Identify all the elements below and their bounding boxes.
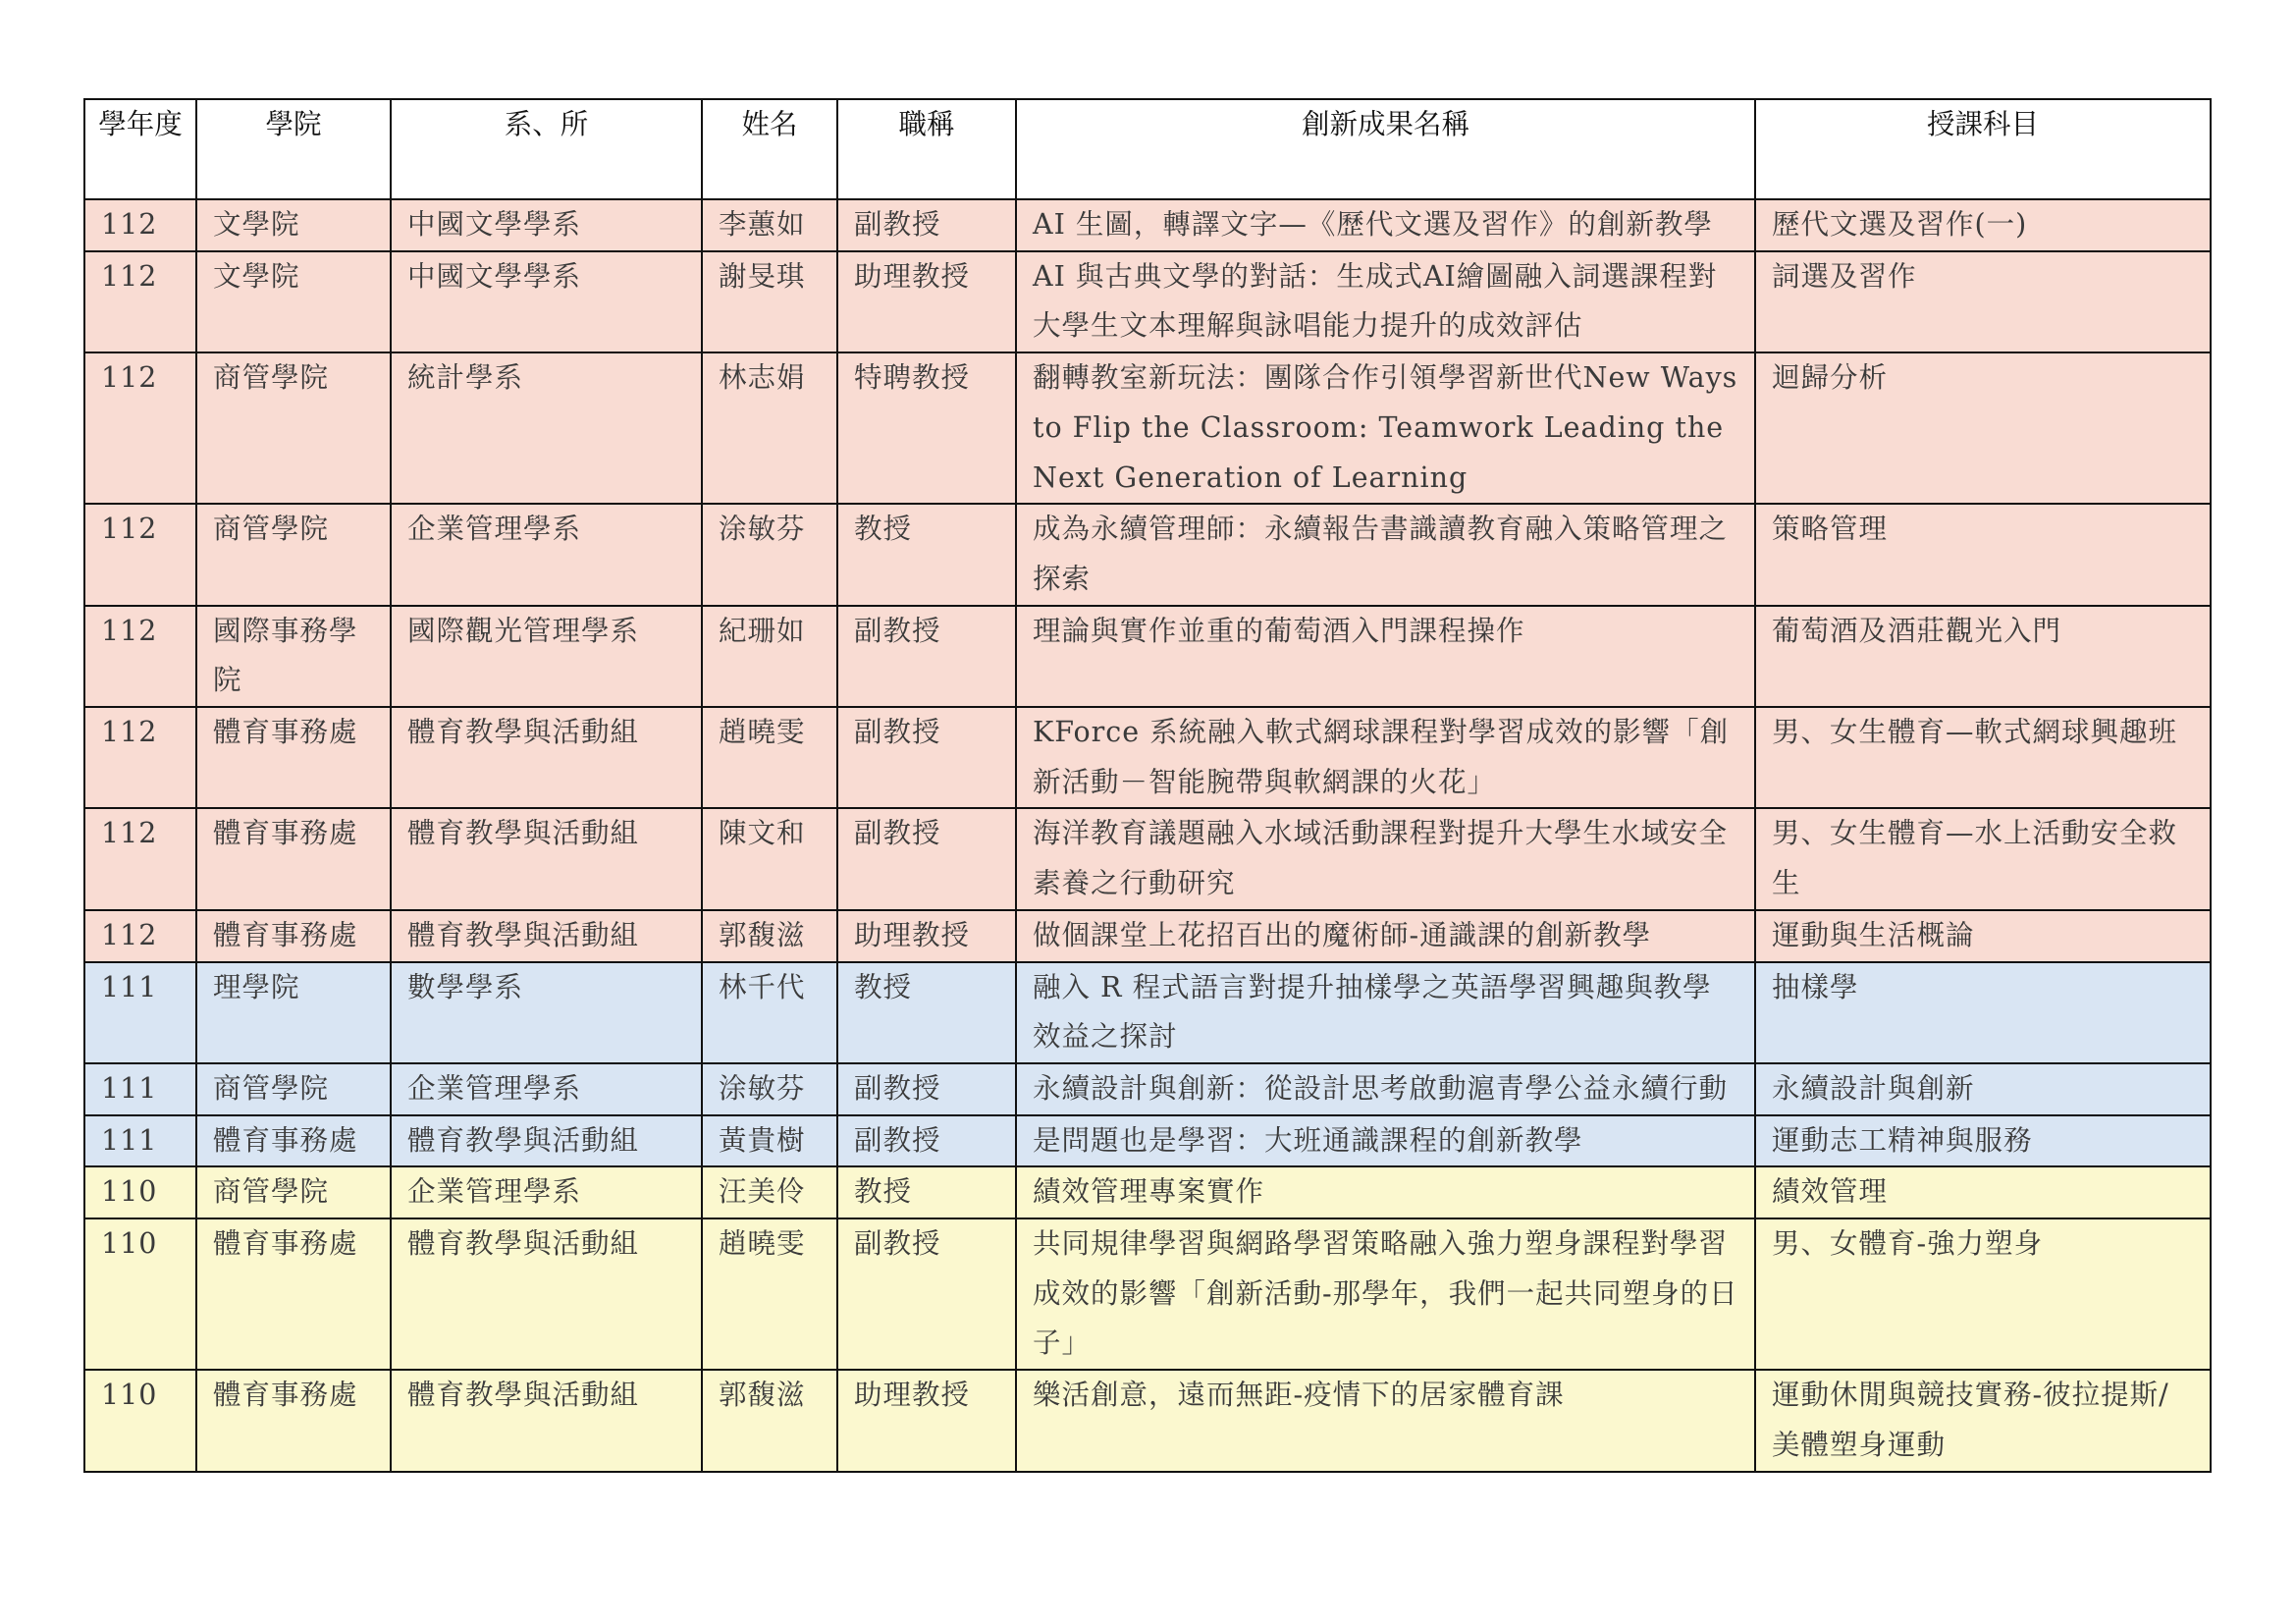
table-row [84, 251, 2211, 352]
header-row [84, 99, 2211, 199]
cell-department: 數學學系 [391, 962, 702, 1063]
header-name: 姓名 [702, 99, 837, 199]
cell-name: 郭馥滋 [702, 1370, 837, 1471]
table-row [84, 504, 2211, 605]
cell-department: 體育教學與活動組 [391, 808, 702, 909]
header-title: 職稱 [837, 99, 1016, 199]
cell-course: 歷代文選及習作(一) [1755, 199, 2211, 251]
cell-name: 陳文和 [702, 808, 837, 909]
cell-department: 企業管理學系 [391, 1166, 702, 1218]
cell-department: 企業管理學系 [391, 504, 702, 605]
cell-name: 林千代 [702, 962, 837, 1063]
cell-department: 中國文學學系 [391, 251, 702, 352]
cell-achievement: 永續設計與創新：從設計思考啟動滬青學公益永續行動 [1016, 1063, 1755, 1115]
cell-academic-year: 111 [84, 1063, 196, 1115]
cell-college: 理學院 [196, 962, 391, 1063]
cell-college: 體育事務處 [196, 910, 391, 962]
cell-course: 策略管理 [1755, 504, 2211, 605]
cell-college: 國際事務學院 [196, 606, 391, 707]
cell-department: 體育教學與活動組 [391, 1370, 702, 1471]
cell-course: 迴歸分析 [1755, 352, 2211, 504]
header-academic-year: 學年度 [84, 99, 196, 199]
cell-college: 文學院 [196, 199, 391, 251]
cell-achievement: 共同規律學習與網路學習策略融入強力塑身課程對學習成效的影響「創新活動-那學年，我們一起共同塑身的日子」 [1016, 1218, 1755, 1370]
cell-department: 統計學系 [391, 352, 702, 504]
cell-department: 體育教學與活動組 [391, 1218, 702, 1370]
cell-academic-year: 112 [84, 808, 196, 909]
header-college: 學院 [196, 99, 391, 199]
cell-course: 績效管理 [1755, 1166, 2211, 1218]
cell-name: 黃貴樹 [702, 1115, 837, 1167]
cell-academic-year: 110 [84, 1166, 196, 1218]
cell-academic-year: 110 [84, 1218, 196, 1370]
cell-course: 永續設計與創新 [1755, 1063, 2211, 1115]
cell-department: 體育教學與活動組 [391, 707, 702, 808]
cell-achievement: 海洋教育議題融入水域活動課程對提升大學生水域安全素養之行動研究 [1016, 808, 1755, 909]
cell-title: 助理教授 [837, 1370, 1016, 1471]
cell-department: 體育教學與活動組 [391, 1115, 702, 1167]
cell-college: 體育事務處 [196, 808, 391, 909]
cell-course: 男、女生體育—軟式網球興趣班 [1755, 707, 2211, 808]
cell-course: 運動與生活概論 [1755, 910, 2211, 962]
cell-title: 助理教授 [837, 910, 1016, 962]
cell-title: 副教授 [837, 808, 1016, 909]
cell-academic-year: 112 [84, 251, 196, 352]
cell-achievement: 做個課堂上花招百出的魔術師-通識課的創新教學 [1016, 910, 1755, 962]
cell-course: 抽樣學 [1755, 962, 2211, 1063]
cell-department: 體育教學與活動組 [391, 910, 702, 962]
cell-course: 詞選及習作 [1755, 251, 2211, 352]
cell-title: 副教授 [837, 1218, 1016, 1370]
cell-title: 教授 [837, 1166, 1016, 1218]
cell-title: 副教授 [837, 1115, 1016, 1167]
cell-name: 紀珊如 [702, 606, 837, 707]
cell-achievement: KForce 系統融入軟式網球課程對學習成效的影響「創新活動－智能腕帶與軟網課的火花」 [1016, 707, 1755, 808]
cell-academic-year: 112 [84, 606, 196, 707]
cell-department: 企業管理學系 [391, 1063, 702, 1115]
cell-course: 葡萄酒及酒莊觀光入門 [1755, 606, 2211, 707]
cell-college: 商管學院 [196, 1166, 391, 1218]
cell-name: 涂敏芬 [702, 1063, 837, 1115]
table-row [84, 1218, 2211, 1370]
cell-achievement: 翻轉教室新玩法：團隊合作引領學習新世代New Ways to Flip the Classroom: Teamwork Leading the Next Generation of Learning [1016, 352, 1755, 504]
cell-title: 教授 [837, 504, 1016, 605]
cell-name: 郭馥滋 [702, 910, 837, 962]
cell-achievement: 是問題也是學習：大班通識課程的創新教學 [1016, 1115, 1755, 1167]
table-row [84, 1370, 2211, 1471]
cell-academic-year: 112 [84, 707, 196, 808]
cell-academic-year: 112 [84, 352, 196, 504]
cell-title: 副教授 [837, 707, 1016, 808]
cell-college: 商管學院 [196, 1063, 391, 1115]
table-row [84, 352, 2211, 504]
cell-name: 謝旻琪 [702, 251, 837, 352]
cell-title: 副教授 [837, 199, 1016, 251]
header-department: 系、所 [391, 99, 702, 199]
cell-course: 運動休閒與競技實務-彼拉提斯/美體塑身運動 [1755, 1370, 2211, 1471]
cell-college: 商管學院 [196, 504, 391, 605]
cell-achievement: 成為永續管理師：永續報告書識讀教育融入策略管理之探索 [1016, 504, 1755, 605]
cell-academic-year: 111 [84, 962, 196, 1063]
cell-name: 趙曉雯 [702, 707, 837, 808]
table-row [84, 606, 2211, 707]
table-row [84, 1166, 2211, 1218]
cell-title: 副教授 [837, 606, 1016, 707]
cell-achievement: 理論與實作並重的葡萄酒入門課程操作 [1016, 606, 1755, 707]
cell-name: 林志娟 [702, 352, 837, 504]
table-row [84, 1115, 2211, 1167]
cell-department: 國際觀光管理學系 [391, 606, 702, 707]
cell-title: 助理教授 [837, 251, 1016, 352]
cell-title: 特聘教授 [837, 352, 1016, 504]
cell-college: 體育事務處 [196, 1370, 391, 1471]
cell-name: 涂敏芬 [702, 504, 837, 605]
innovation-achievements-table [83, 98, 2212, 1473]
header-achievement: 創新成果名稱 [1016, 99, 1755, 199]
cell-academic-year: 111 [84, 1115, 196, 1167]
table-row [84, 707, 2211, 808]
header-course: 授課科目 [1755, 99, 2211, 199]
cell-title: 副教授 [837, 1063, 1016, 1115]
cell-academic-year: 112 [84, 199, 196, 251]
table-row [84, 808, 2211, 909]
cell-course: 運動志工精神與服務 [1755, 1115, 2211, 1167]
cell-college: 體育事務處 [196, 1218, 391, 1370]
cell-achievement: 績效管理專案實作 [1016, 1166, 1755, 1218]
cell-academic-year: 110 [84, 1370, 196, 1471]
table-header [84, 99, 2211, 199]
cell-academic-year: 112 [84, 910, 196, 962]
cell-achievement: 樂活創意，遠而無距-疫情下的居家體育課 [1016, 1370, 1755, 1471]
cell-college: 文學院 [196, 251, 391, 352]
table-body [84, 199, 2211, 1472]
cell-name: 汪美伶 [702, 1166, 837, 1218]
cell-achievement: 融入 R 程式語言對提升抽樣學之英語學習興趣與教學效益之探討 [1016, 962, 1755, 1063]
cell-college: 商管學院 [196, 352, 391, 504]
cell-name: 李蕙如 [702, 199, 837, 251]
cell-achievement: AI 與古典文學的對話：生成式AI繪圖融入詞選課程對大學生文本理解與詠唱能力提升的成效評估 [1016, 251, 1755, 352]
cell-college: 體育事務處 [196, 707, 391, 808]
cell-college: 體育事務處 [196, 1115, 391, 1167]
cell-academic-year: 112 [84, 504, 196, 605]
cell-course: 男、女體育-強力塑身 [1755, 1218, 2211, 1370]
table-row [84, 1063, 2211, 1115]
cell-title: 教授 [837, 962, 1016, 1063]
cell-achievement: AI 生圖，轉譯文字—《歷代文選及習作》的創新教學 [1016, 199, 1755, 251]
cell-name: 趙曉雯 [702, 1218, 837, 1370]
cell-course: 男、女生體育—水上活動安全救生 [1755, 808, 2211, 909]
cell-department: 中國文學學系 [391, 199, 702, 251]
table-row [84, 910, 2211, 962]
table-row [84, 199, 2211, 251]
table-row [84, 962, 2211, 1063]
